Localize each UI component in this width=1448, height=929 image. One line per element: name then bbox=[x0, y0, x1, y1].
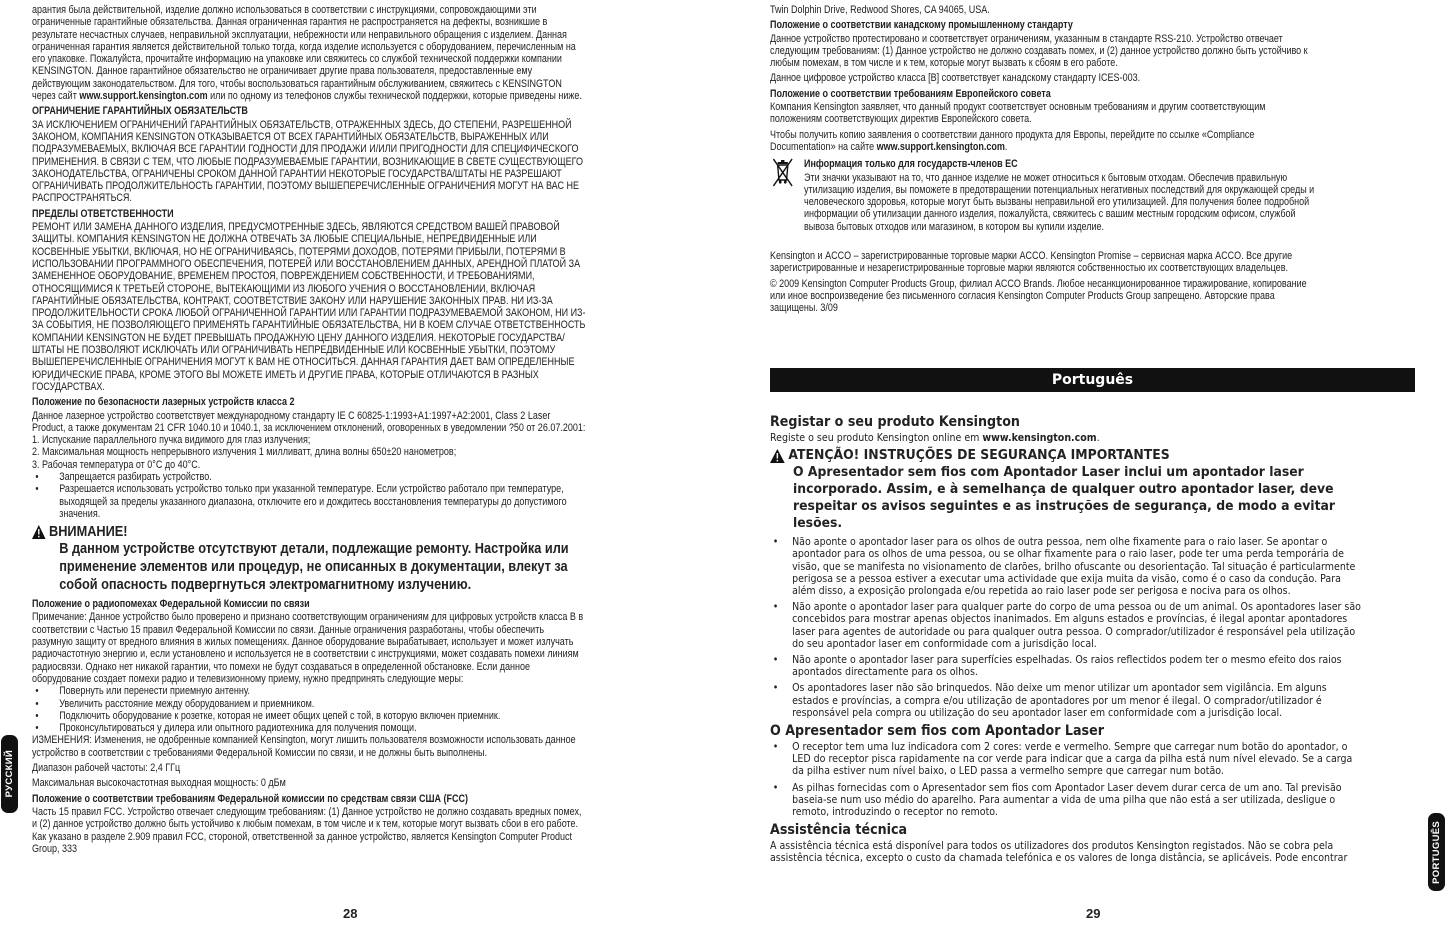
kensington-url[interactable]: www.kensington.com bbox=[982, 432, 1097, 444]
ec-text: Эти значки указывают на то, что данное изделие не может относиться к бытовым отходам. Обеспечив правильную утилизацию изделия, вы поможете в предотвращении потенциальных негативных последствий для окружающей среды и человеческого здоровья, которые могут быть вызваны неправильной его утилизацией. Для получения более подробной информации об утилизации данного изделия, пожалуйста, свяжитесь с вашим местным городским офисом, службой вывоза бытовых отходов или магазином, в котором вы купили изделие. bbox=[804, 171, 1315, 233]
canada-text: Данное устройство протестировано и соответствует ограничениям, указанным в стандарте RSS-210. Устройство отвечает следующим требованиям: (1) Данное устройство не должно создавать помех, и (2) данное устройство должно быть устойчиво к любым помехам, в том числе и к тем, которые могут вызвать к сбоям в его работе. bbox=[770, 32, 1308, 70]
warranty-intro: арантия была действительной, изделие должно использоваться в соответствии с инструкциями, сопровождающими эти ограниченные гарантийные обязательства. Данная ограниченная гарантия не распространяется на дефекты, возникшие в результате несчастных случаев, неправильной эксплуатации, небрежности или неправильного обращения с изделием. Данная ограниченная гарантия является действительной только тогда, когда изделие используется с оборудованием, перечисленным на его упаковке. Пожалуйста, прочитайте информацию на упаковке или свяжитесь со службой технической поддержки компании KENSINGTON. Данное гарантийное обязательство не ограничивает другие права пользователя, предоставленные ему действующим законодательством. Для того, чтобы воспользоваться гарантийным обслуживанием, свяжитесь с KENSINGTON через сайт www.support.kensington.com или по одному из телефонов службы технической поддержки, которые приведены ниже. bbox=[32, 4, 582, 103]
pt-safety-bullet: • Não aponte o apontador laser para os olhos de outra pessoa, nem olhe fixamente para o raio laser. Se apontar o apontador para os olhos de uma pessoa, ou se olhar fixamente para o raio laser, pode ter uma perda temporária de visão, que se manifesta no visionamento de clarões, brilho ofuscante ou desorientação. Tal situação é particularmente perigosa se a pessoa estiver a executar uma actividade que exija muita da visão, como é o caso da condução. Para além disso, a exposição prolongada e/ou repetida ao raio laser pode ser perigosa e nociva para os olhos. bbox=[770, 536, 1363, 597]
warning-title: ВНИМАНИЕ! bbox=[49, 523, 128, 541]
warning-triangle-icon bbox=[770, 449, 785, 463]
warning-text: В данном устройстве отсутствуют детали, подлежащие ремонту. Настройка или применение элементов или процедур, не описанных в документации, влекут за собой опасность подвергнуться электромагнитному излучению. bbox=[59, 540, 569, 594]
heading-fcc: Положение о соответствии требованиям Федеральной комиссии по средствам связи США (FCC) bbox=[32, 792, 469, 805]
warning-triangle-icon bbox=[32, 525, 46, 539]
heading-laser-safety: Положение по безопасности лазерных устройств класса 2 bbox=[32, 396, 295, 409]
copyright-text: © 2009 Kensington Computer Products Group, филиал ACCO Brands. Любое несанкционированное тиражирование, копирование или иное воспроизведение без письменного согласия Kensington Computer Products Group запрещено. Авторские права защищены. 3/09 bbox=[770, 277, 1307, 315]
section-bar-portuguese: Português bbox=[770, 368, 1415, 392]
radio-bullet: • Повернуть или перенести приемную антенну. bbox=[32, 685, 586, 697]
pt-safety-bullet: • Não aponte o apontador laser para qualquer parte do corpo de uma pessoa ou de um animal. Os apontadores laser são concebidos para mostrar apenas objectos inanimados. Em alguns estados e províncias, é ilegal apontar apontadores laser para agentes de autoridade ou para qualquer outra pessoa. O comprador/utilizador é responsável pela utilização do seu apontador laser em conformidade com a jurisdição local. bbox=[770, 601, 1363, 650]
page-right bbox=[724, 0, 1448, 929]
changes-text: ИЗМЕНЕНИЯ: Изменения, не одобренные компанией Kensington, могут лишить пользователя возможности использовать данное устройство в соответствии с требованиями Федеральной Комиссии по связи, и не должны быть выполнены. bbox=[32, 734, 576, 759]
radio-text: Примечание: Данное устройство было проверено и признано соответствующим ограничениям для цифровых устройств класса В в соответствии с Частью 15 правил Федеральной Комиссии по связи. Данные ограничения разработаны, чтобы обеспечить разумную защиту от вредного влияния в жилых помещениях. Данное оборудование вырабатывает, использует и может излучать радиочастотную энергию и, если установлено и используется не в соответствии с инструкциями, может создавать помехи линиям радиосвязи. Однако нет никакой гарантии, что помехи не будут создаваться в определенной обстановке. Если данное оборудование создает помехи радио и телевизионному приему, нужно предпринять следующие меры: bbox=[32, 611, 584, 685]
laser-bullet: • Разрешается использовать устройство только при указанной температуре. Если устройство работало при температуре, выходящей за пределы указанного диапазона, отключите его и дождитесь восстановления температуры до допустимого значения. bbox=[32, 483, 586, 520]
heading-liability: ПРЕДЕЛЫ ОТВЕТСТВЕННОСТИ bbox=[32, 207, 174, 220]
frequency-text: Диапазон рабочей частоты: 2,4 ГГц bbox=[32, 762, 181, 775]
laser-text: Данное лазерное устройство соответствует международному стандарту IE C 60825-1:1993+A1:1997+A2:2001, Class 2 Laser Product, а также документам 21 CFR 1040.10 и 1040.1, за исключением отклонений, оговоренных в уведомлении ?50 от 26.07.2001: bbox=[32, 409, 586, 434]
pt-warning-block bbox=[770, 447, 1363, 532]
heading-register: Registar o seu produto Kensington bbox=[770, 414, 1020, 430]
eu-link-text: Чтобы получить копию заявления о соответствии данного продукта для Европы, перейдите по ссылке «Compliance Documentation» на сайте www.support.kensington.com. bbox=[770, 128, 1255, 153]
canada-ices-text: Данное цифровое устройство класса [B] соответствует канадскому стандарту ICES-003. bbox=[770, 72, 1141, 85]
heading-ec: Информация только для государств-членов ЕС bbox=[804, 158, 1018, 171]
eu-info bbox=[770, 156, 1318, 236]
register-text: Registe o seu produto Kensington online em www.kensington.com. bbox=[770, 432, 1100, 444]
language-tab-russian: РУССКИЙ bbox=[1, 735, 18, 813]
heading-presenter: O Apresentador sem fios com Apontador Laser bbox=[770, 723, 1104, 740]
power-text: Максимальная высокочастотная выходная мощность: 0 дБм bbox=[32, 777, 286, 790]
support-text: A assistência técnica está disponível para todos os utilizadores dos produtos Kensington registados. Não se cobra pela assistência técnica, excepto o custo da chamada telefónica e os valores de longa distância, se aplicáveis. Pode encontrar bbox=[770, 840, 1348, 865]
heading-warranty-limits: ОГРАНИЧЕНИЕ ГАРАНТИЙНЫХ ОБЯЗАТЕЛЬСТВ bbox=[32, 105, 248, 118]
russian-column bbox=[32, 4, 586, 855]
heading-radio: Положение о радиопомехах Федеральной Комиссии по связи bbox=[32, 598, 310, 611]
laser-spec-3: 3. Рабочая температура от 0°С до 40°С. bbox=[32, 458, 201, 471]
pt-warning-title: ATENÇÃO! INSTRUÇÕES DE SEGURANÇA IMPORTANTES bbox=[788, 447, 1170, 464]
heading-support: Assistência técnica bbox=[770, 822, 908, 839]
support-url[interactable]: www.support.kensington.com bbox=[79, 90, 208, 103]
crossed-bin-icon bbox=[770, 156, 799, 236]
trademarks-text: Kensington и ACCO – зарегистрированные торговые марки ACCO. Kensington Promise – сервисная марка ACCO. Все другие зарегистрированные и незарегистрированные торговые марки являются собственностью их соответствующих владельцев. bbox=[770, 250, 1293, 275]
heading-eu: Положение о соответствии требованиям Европейского совета bbox=[770, 87, 1051, 100]
page-number-right: 29 bbox=[1086, 906, 1101, 921]
page-number-left: 28 bbox=[343, 906, 358, 921]
laser-bullet: • Запрещается разбирать устройство. bbox=[32, 471, 586, 483]
heading-canada: Положение о соответствии канадскому промышленному стандарту bbox=[770, 19, 1073, 32]
support-url[interactable]: www.support.kensington.com bbox=[876, 140, 1005, 153]
portuguese-column bbox=[770, 414, 1363, 865]
laser-spec-1: 1. Испускание параллельного пучка видимого для глаз излучения; bbox=[32, 434, 311, 447]
russian-column-continued bbox=[770, 4, 1318, 318]
radio-bullet: • Подключить оборудование к розетке, которая не имеет общих цепей с той, в которую включен приемник. bbox=[32, 710, 586, 722]
pt-presenter-bullet: • As pilhas fornecidas com o Apresentador sem fios com Apontador Laser devem durar cerca de um ano. Tal previsão baseia-se num uso médio do aparelho. Para aumentar a vida de uma pilha que não está a ser utilizada, desligue o remoto, introduzindo o receptor no remoto. bbox=[770, 782, 1363, 819]
pt-presenter-bullet: • O receptor tem uma luz indicadora com 2 cores: verde e vermelho. Sempre que carregar num botão do apontador, o LED do receptor pisca rapidamente na cor verde para indicar que a carga da pilha está num nível elevado. Se a carga da pilha estiver num nível baixo, o LED passa a vermelho sempre que carregar num botão. bbox=[770, 741, 1363, 778]
warranty-limits-text: ЗА ИСКЛЮЧЕНИЕМ ОГРАНИЧЕНИЙ ГАРАНТИЙНЫХ ОБЯЗАТЕЛЬСТВ, ОТРАЖЕННЫХ ЗДЕСЬ, ДО СТЕПЕНИ, РАЗРЕШЕННОЙ ЗАКОНОМ, КОМПАНИЯ KENSINGTON ОТКАЗЫВАЕТСЯ ОТ ВСЕХ ГАРАНТИЙНЫХ ОБЯЗАТЕЛЬСТВ, ВЫРАЖЕННЫХ ИЛИ ПОДРАЗУМЕВАЕМЫХ, ВКЛЮЧАЯ ВСЕ ГАРАНТИИ ГОДНОСТИ ДЛЯ ПРОДАЖИ И/ИЛИ ПРИГОДНОСТИ ДЛЯ СПЕЦИФИЧЕСКОГО ПРИМЕНЕНИЯ. В СВЯЗИ С ТЕМ, ЧТО ЛЮБЫЕ ПОДРАЗУМЕВАЕМЫЕ ГАРАНТИИ, ВОЗНИКАЮЩИЕ В СВЕТЕ СУЩЕСТВУЮЩЕГО ЗАКОНОДАТЕЛЬСТВА, ОГРАНИЧЕНЫ СРОКОМ ДАННОЙ ГАРАНТИИ НЕКОТОРЫЕ ГОСУДАРСТВА/ШТАТЫ НЕ РАЗРЕШАЮТ ОГРАНИЧИВАТЬ ПРОДОЛЖИТЕЛЬНОСТЬ ГАРАНТИИ, ПОЭТОМУ ВЫШЕПЕРЕЧИСЛЕННЫЕ ОГРАНИЧЕНИЯ МОГУТ НА ВАС НЕ РАСПРОСТРАНЯТЬСЯ. bbox=[32, 118, 584, 205]
eu-text: Компания Kensington заявляет, что данный продукт соответствует основным требованиям и другим соответствующим положениям соответствующих директив Европейского совета. bbox=[770, 101, 1266, 126]
pt-safety-bullet: • Não aponte o apontador laser para superfícies espelhadas. Os raios reflectidos podem ter o mesmo efeito dos raios apontados directamente para os olhos. bbox=[770, 654, 1363, 678]
laser-spec-2: 2. Максимальная мощность непрерывного излучения 1 милливатт, длина волны 650±20 нанометров; bbox=[32, 446, 457, 459]
fcc-text: Часть 15 правил FCC. Устройство отвечает следующим требованиям: (1) Данное устройство не должно создавать вредных помех, и (2) данное устройство должно быть устойчиво к любым помехам, в том числе и к тем, которые могут вызвать сбои в его работе. Как указано в разделе 2.909 правил FCC, стороной, ответственной за данное устройство, является Kensington Computer Product Group, 333 bbox=[32, 805, 582, 855]
pt-safety-bullet: • Os apontadores laser não são brinquedos. Não deixe um menor utilizar um apontador sem vigilância. Em alguns estados e províncias, a compra e/ou utilização de apontadores por um menor é ilegal. O comprador/utilizador é responsável pela compra ou utilização do seu apontador laser em conformidade com a jurisdição local. bbox=[770, 682, 1363, 719]
pt-warning-text: O Apresentador sem fios com Apontador Laser inclui um apontador laser incorporado. Assim, e à semelhança de qualquer outro apontador laser, deve respeitar os avisos seguintes e as instruções de segurança, de modo a evitar lesões. bbox=[793, 464, 1336, 532]
address-text: Twin Dolphin Drive, Redwood Shores, CA 94065, USA. bbox=[770, 4, 990, 16]
language-tab-portuguese: PORTUGUÊS bbox=[1428, 813, 1445, 891]
liability-text: РЕМОНТ ИЛИ ЗАМЕНА ДАННОГО ИЗДЕЛИЯ, ПРЕДУСМОТРЕННЫЕ ЗДЕСЬ, ЯВЛЯЮТСЯ СРЕДСТВОМ ВАШЕЙ ПРАВОВОЙ ЗАЩИТЫ. КОМПАНИЯ KENSINGTON НЕ ДОЛЖНА ОТВЕЧАТЬ ЗА ЛЮБЫЕ СПЕЦИАЛЬНЫЕ, НЕПРЕДВИДЕННЫЕ ИЛИ КОСВЕННЫЕ УБЫТКИ, ВКЛЮЧАЯ, НО НЕ ОГРАНИЧИВАЯСЬ, ПОТЕРЯМИ ДОХОДОВ, ПОТЕРЯМИ ПРИБЫЛИ, ПОТЕРЯМИ В ИСПОЛЬЗОВАНИИ ПРОГРАММНОГО ОБЕСПЕЧЕНИЯ, ПОТЕРЕЙ ИЛИ ВОССТАНОВЛЕНИЕМ ДАННЫХ, АРЕНДНОЙ ПЛАТОЙ ЗА ЗАМЕНЕННОЕ ОБОРУДОВАНИЕ, ВРЕМЕНЕМ ПРОСТОЯ, ПОВРЕЖДЕНИЕМ СОБСТВЕННОСТИ, И ТРЕБОВАНИЯМИ, ОТНОСЯЩИМИСЯ К ТРЕТЬЕЙ СТОРОНЕ, ВЫТЕКАЮЩИМИ ИЗ ЛЮБОГО УЧЕНИЯ О ВОССТАНОВЛЕНИИ, ВКЛЮЧАЯ ГАРАНТИЙНЫЕ ОБЯЗАТЕЛЬСТВА, КОНТРАКТ, СООТВЕТСТВИЕ ЗАКОНУ ИЛИ НАРУШЕНИЕ ЗАКОННЫХ ПРАВ. НИ ИЗ-ЗА ПРОДОЛЖИТЕЛЬНОСТИ СРОКА ЛЮБОЙ ОГРАНИЧЕННОЙ ГАРАНТИИ ИЛИ ГАРАНТИИ ПОДРАЗУМЕВАЕМОЙ ЗАКОНОМ, НИ ИЗ-ЗА СОБЫТИЯ, НЕ ПОЗВОЛЯЮЩЕГО ПРИМЕНЯТЬ ГАРАНТИЙНЫЕ ОБЯЗАТЕЛЬСТВА, НИ В КОЕМ СЛУЧАЕ ОТВЕТСТВЕННОСТЬ КОМПАНИИ KENSINGTON НЕ БУДЕТ ПРЕВЫШАТЬ ПРОДАЖНУЮ ЦЕНУ ДАННОГО ИЗДЕЛИЯ. НЕКОТОРЫЕ ГОСУДАРСТВА/ШТАТЫ НЕ ПОЗВОЛЯЮТ ИСКЛЮЧАТЬ ИЛИ ОГРАНИЧИВАТЬ НЕПРЕДВИДЕННЫЕ ИЛИ КОСВЕННЫЕ УБЫТКИ, ПОЭТОМУ ВЫШЕПЕРЕЧИСЛЕННЫЕ ОГРАНИЧЕНИЯ МОГУТ К ВАМ НЕ ОТНОСИТЬСЯ. ДАННАЯ ГАРАНТИЯ ДАЕТ ВАМ ОПРЕДЕЛЕННЫЕ ЮРИДИЧЕСКИЕ ПРАВА, КРОМЕ ЭТОГО ВЫ МОЖЕТЕ ИМЕТЬ И ДРУГИЕ ПРАВА, КОТОРЫЕ ОТЛИЧАЮТСЯ В РАЗНЫХ ГОСУДАРСТВАХ. bbox=[32, 221, 586, 393]
warning-block bbox=[32, 523, 586, 594]
radio-bullet: • Увеличить расстояние между оборудованием и приемником. bbox=[32, 698, 586, 710]
radio-bullet: • Проконсультироваться у дилера или опытного радиотехника для получения помощи. bbox=[32, 722, 586, 734]
